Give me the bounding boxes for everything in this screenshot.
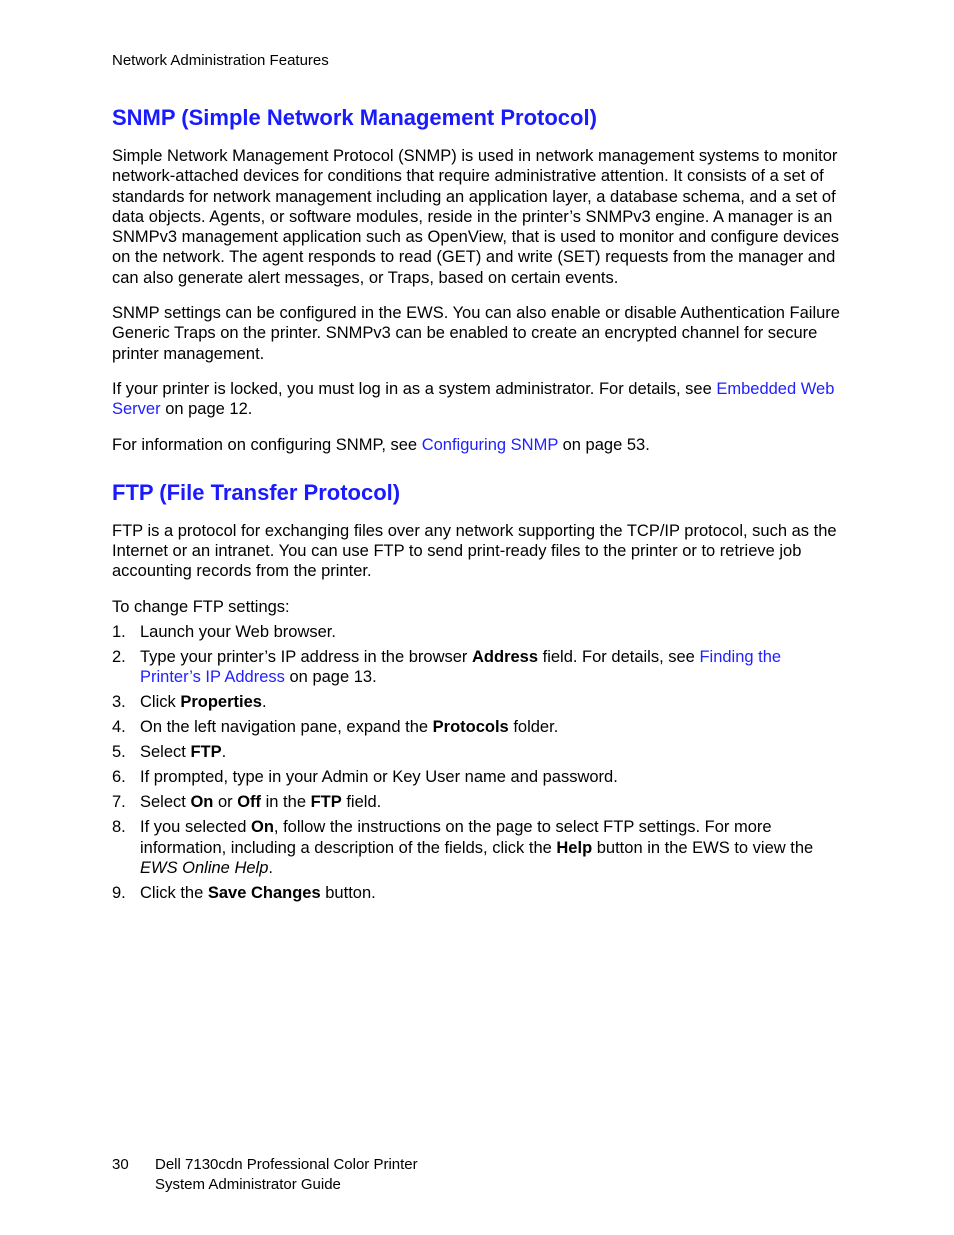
text: Click (140, 693, 181, 712)
step-number: 6. (112, 768, 126, 787)
step-number: 9. (112, 883, 126, 902)
bold-term: Save Changes (207, 883, 321, 902)
list-item (112, 717, 842, 737)
text: Select (140, 743, 191, 762)
footer-guide: System Administrator Guide (155, 1175, 341, 1193)
step-number: 1. (112, 623, 126, 642)
bold-term: Address (472, 648, 539, 667)
text: field. For details, see (538, 648, 700, 667)
text: Type your printer’s IP address in the browser (140, 648, 472, 667)
footer-product: Dell 7130cdn Professional Color Printer (155, 1156, 418, 1173)
bold-term: Off (237, 793, 262, 812)
embedded-web-server-link[interactable]: Embedded Web Server (112, 379, 835, 419)
list-item (112, 647, 842, 688)
page-number: 30 (112, 1156, 129, 1173)
text: . (268, 858, 273, 877)
bold-term: Help (556, 838, 593, 857)
step-number: 4. (112, 718, 126, 737)
snmp-paragraph-4 (112, 435, 842, 455)
step-text: Launch your Web browser. (140, 623, 336, 642)
step-number: 8. (112, 818, 126, 837)
step-number: 3. (112, 693, 126, 712)
text: on page 12. (160, 400, 253, 419)
snmp-heading: SNMP (Simple Network Management Protocol) (112, 105, 597, 130)
text: button. (320, 883, 376, 902)
list-item (112, 622, 842, 642)
text: Select (140, 793, 191, 812)
bold-term: On (250, 818, 274, 837)
step-number: 2. (112, 648, 126, 667)
text: on page 13. (284, 668, 377, 687)
text: On the left navigation pane, expand the (140, 718, 433, 737)
footer-title (155, 1155, 418, 1194)
text: If your printer is locked, you must log in as a system administrator. For details, see (112, 379, 717, 398)
text: If you selected (140, 818, 251, 837)
step-text: If prompted, type in your Admin or Key User name and password. (140, 768, 618, 787)
list-item (112, 817, 842, 878)
running-header: Network Administration Features (112, 52, 329, 69)
list-item (112, 883, 842, 903)
bold-term: FTP (190, 743, 222, 762)
text: . (261, 693, 267, 712)
snmp-paragraph-3 (112, 379, 842, 420)
bold-term: Properties (180, 693, 262, 712)
step-number: 5. (112, 743, 126, 762)
ftp-steps-intro: To change FTP settings: (112, 597, 290, 616)
italic-term: EWS Online Help (140, 858, 269, 877)
text: or (213, 793, 238, 812)
page-content (112, 104, 842, 908)
bold-term: FTP (310, 793, 342, 812)
list-item (112, 742, 842, 762)
text: on page 53. (558, 435, 650, 454)
text: Click the (140, 883, 208, 902)
text: folder. (508, 718, 559, 737)
bold-term: On (190, 793, 214, 812)
ftp-steps-list (112, 622, 842, 903)
bold-term: Protocols (432, 718, 509, 737)
ftp-paragraph-1: FTP is a protocol for exchanging files over any network supporting the TCP/IP protocol, such as the Internet or an intranet. You can use FTP to send print-ready files to the printer or to retrieve job accounting records from the printer. (112, 521, 837, 581)
finding-ip-address-link[interactable]: Finding the Printer’s IP Address (140, 648, 782, 687)
text: . (221, 743, 227, 762)
text: field. (341, 793, 382, 812)
list-item (112, 792, 842, 812)
list-item (112, 767, 842, 787)
text: For information on configuring SNMP, see (112, 435, 422, 454)
snmp-paragraph-1: Simple Network Management Protocol (SNMP) is used in network management systems to monitor network-attached devices for conditions that require administrative attention. It consists of a set of standards for network management including an application layer, a database schema, and a set of data objects. Agents, or software modules, reside in the printer’s SNMPv3 engine. A manager is an SNMPv3 management application such as OpenView, that is used to monitor and configure devices on the network. The agent responds to read (GET) and write (SET) requests from the manager and can also generate alert messages, or Traps, based on certain events. (112, 147, 840, 287)
snmp-paragraph-2: SNMP settings can be configured in the EWS. You can also enable or disable Authentication Failure Generic Traps on the printer. SNMPv3 can be enabled to create an encrypted channel for secure printer management. (112, 304, 840, 363)
step-number: 7. (112, 793, 126, 812)
list-item (112, 692, 842, 712)
ftp-heading: FTP (File Transfer Protocol) (112, 479, 401, 505)
text: in the (261, 793, 311, 812)
text: , follow the instructions on the page to select FTP settings. For more information, including a description of the fields, click the (140, 818, 772, 857)
configuring-snmp-link[interactable]: Configuring SNMP (421, 435, 559, 454)
text: button in the EWS to view the (592, 838, 814, 857)
